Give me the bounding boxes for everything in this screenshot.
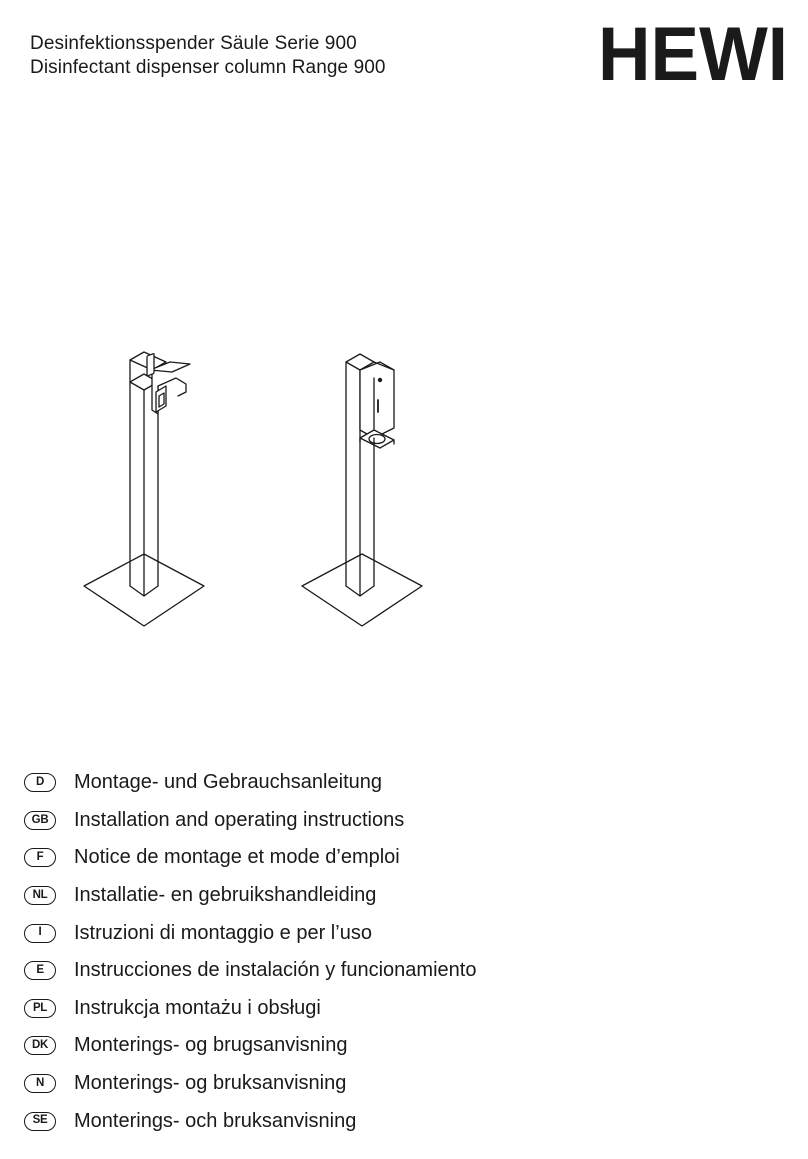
language-badge-n: N: [24, 1074, 56, 1093]
language-label-nl: Installatie- en gebruikshandleiding: [74, 884, 377, 907]
title-german: Desinfektionsspender Säule Serie 900: [30, 33, 357, 54]
language-badge-gb: GB: [24, 811, 56, 830]
language-item-pl: [24, 990, 794, 1028]
svg-text:HEWI: HEWI: [598, 20, 788, 86]
language-item-de: [24, 764, 794, 802]
language-label-n: Monterings- og bruksanvisning: [74, 1072, 347, 1095]
language-item-gb: [24, 802, 794, 840]
sensor-dispenser-column: [302, 354, 422, 626]
language-badge-se: SE: [24, 1112, 56, 1131]
language-badge-i: I: [24, 924, 56, 943]
language-badge-dk: DK: [24, 1036, 56, 1055]
title-english: Disinfectant dispenser column Range 900: [30, 57, 386, 78]
language-item-n: [24, 1065, 794, 1103]
document-title: [30, 32, 386, 80]
language-label-f: Notice de montage et mode d’emploi: [74, 846, 400, 869]
language-badge-nl: NL: [24, 886, 56, 905]
language-list: [24, 764, 794, 1140]
language-badge-e: E: [24, 961, 56, 980]
hewi-logo: [598, 20, 788, 86]
language-label-de: Montage- und Gebrauchsanleitung: [74, 771, 382, 794]
product-illustration: [70, 340, 450, 640]
language-item-dk: [24, 1027, 794, 1065]
lever-dispenser-column: [84, 352, 204, 626]
language-label-se: Monterings- och bruksanvisning: [74, 1109, 357, 1132]
language-item-i: [24, 914, 794, 952]
language-item-e: [24, 952, 794, 990]
language-item-f: [24, 839, 794, 877]
language-label-e: Instrucciones de instalación y funcionamiento: [74, 959, 477, 982]
language-label-pl: Instrukcja montażu i obsługi: [74, 996, 321, 1019]
language-badge-f: F: [24, 848, 56, 867]
language-label-i: Istruzioni di montaggio e per l’uso: [74, 921, 372, 944]
language-item-nl: [24, 877, 794, 915]
language-item-se: [24, 1102, 794, 1140]
language-label-dk: Monterings- og brugsanvisning: [74, 1034, 348, 1057]
language-label-gb: Installation and operating instructions: [74, 808, 405, 831]
language-badge-pl: PL: [24, 999, 56, 1018]
language-badge-de: D: [24, 773, 56, 792]
